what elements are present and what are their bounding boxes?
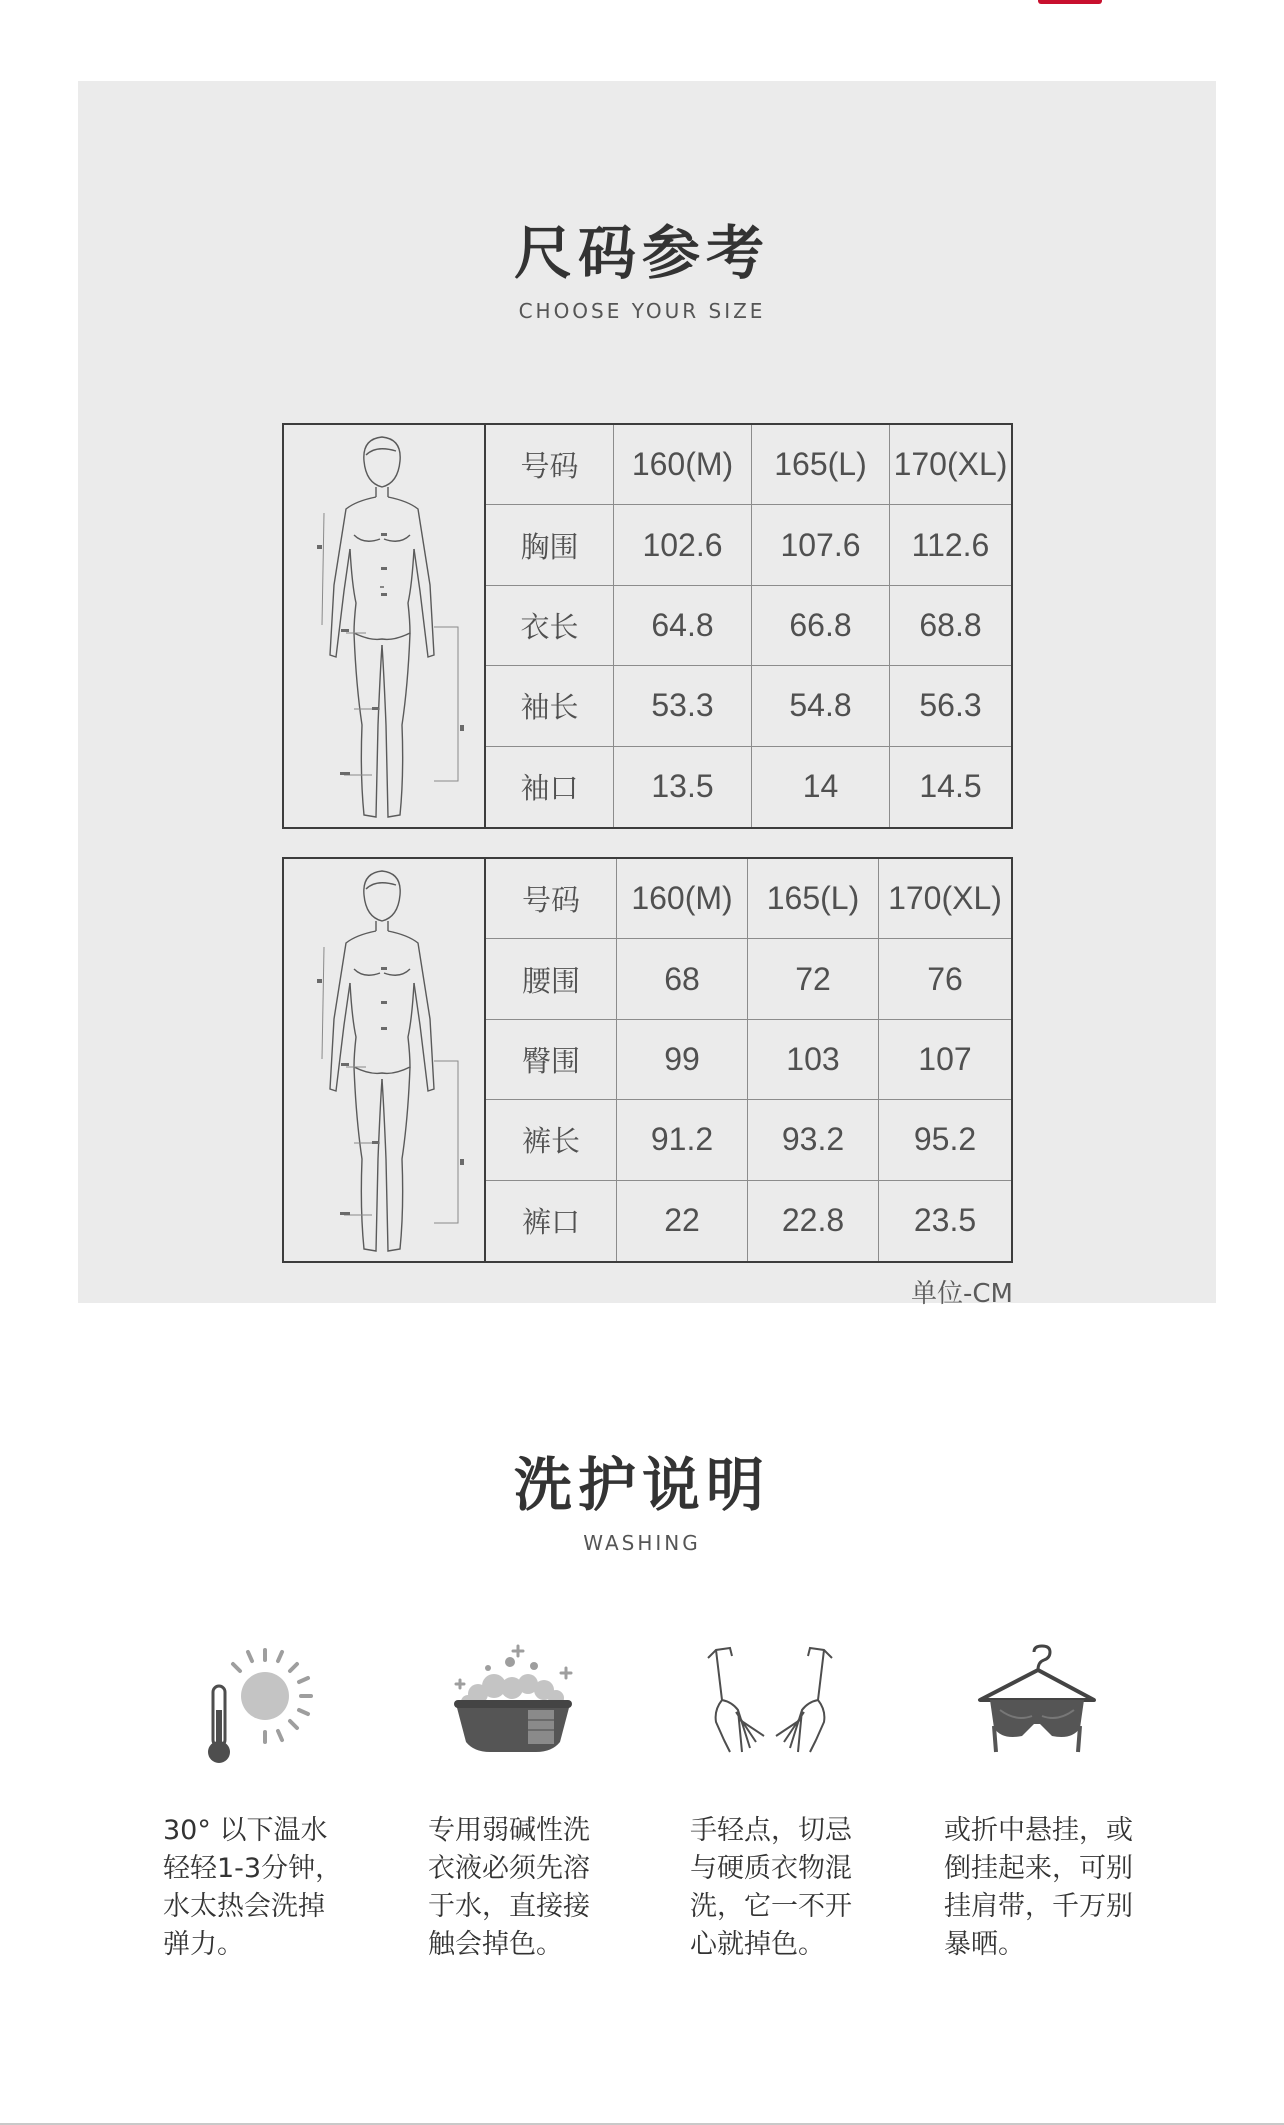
tip-line: 挂肩带，千万别 (944, 1891, 1133, 1922)
table-cell: 68 (617, 939, 748, 1018)
tip-line: 水太热会洗掉 (163, 1891, 325, 1922)
row-label: 臀围 (486, 1020, 617, 1099)
pants-header-row (486, 859, 1011, 939)
washing-section-subtitle: WASHING (583, 1531, 701, 1555)
tip-line: 触会掉色。 (428, 1929, 563, 1960)
pants-figure-cell (284, 859, 486, 1261)
table-cell: 99 (617, 1020, 748, 1099)
pants-body-figure-icon (284, 859, 484, 1261)
table-cell: 66.8 (752, 586, 890, 665)
tip-line: 倒挂起来，可别 (944, 1853, 1133, 1884)
hanger-icon (972, 1640, 1102, 1770)
row-label: 裤口 (486, 1181, 617, 1261)
table-cell: 76 (927, 960, 963, 997)
row-label: 胸围 (486, 505, 614, 584)
table-row (486, 666, 1011, 746)
table-cell: 14.5 (919, 768, 982, 805)
table-cell: 112.6 (911, 526, 990, 563)
washing-tip-gentle (690, 1812, 895, 1964)
tops-body-figure-icon (284, 425, 484, 827)
tip-line: 轻轻1-3分钟， (163, 1853, 343, 1884)
tops-header-label: 号码 (486, 425, 614, 504)
table-cell: 56.3 (919, 687, 982, 724)
wash-basin-icon (448, 1640, 578, 1770)
thermometer-sun-icon (195, 1640, 325, 1770)
pants-header-label: 号码 (486, 859, 617, 938)
tip-line: 弹力。 (163, 1929, 244, 1960)
tops-header-row (486, 425, 1011, 505)
washing-tip-temperature (163, 1812, 368, 1964)
pants-size-table (282, 857, 1013, 1263)
row-label: 袖长 (486, 666, 614, 745)
table-cell: 23.5 (913, 1202, 977, 1239)
pants-header-cell: 165(L) (748, 859, 879, 938)
table-row (486, 505, 1011, 585)
table-row (486, 1181, 1011, 1261)
table-row (486, 939, 1011, 1019)
table-cell: 95.2 (913, 1121, 977, 1158)
tip-line: 心就掉色。 (690, 1929, 825, 1960)
table-cell: 72 (748, 939, 879, 1018)
tip-line: 或折中悬挂，或 (944, 1815, 1133, 1846)
table-cell: 54.8 (752, 666, 890, 745)
tip-line: 于水，直接接 (428, 1891, 590, 1922)
size-section-title: 尺码参考 (513, 219, 770, 287)
unit-note: 单位-CM (911, 1279, 1013, 1309)
tip-line: 手轻点，切忌 (690, 1815, 852, 1846)
tip-line: 衣液必须先溶 (428, 1853, 590, 1884)
row-label: 袖口 (486, 747, 614, 827)
table-cell: 13.5 (614, 747, 752, 827)
tops-header-cell: 165(L) (752, 425, 890, 504)
tops-figure-cell (284, 425, 486, 827)
table-row (486, 1100, 1011, 1180)
hands-icon (700, 1640, 840, 1770)
washing-tip-detergent (428, 1812, 633, 1964)
washing-tip-hanging (944, 1812, 1174, 1964)
table-cell: 93.2 (748, 1100, 879, 1179)
table-row (486, 586, 1011, 666)
table-cell: 68.8 (919, 606, 982, 643)
table-cell: 22.8 (748, 1181, 879, 1261)
table-cell: 103 (748, 1020, 879, 1099)
row-label: 腰围 (486, 939, 617, 1018)
table-cell: 14 (752, 747, 890, 827)
table-cell: 53.3 (614, 666, 752, 745)
tip-line: 与硬质衣物混 (690, 1853, 852, 1884)
pants-header-cell: 160(M) (617, 859, 748, 938)
table-cell: 107.6 (752, 505, 890, 584)
tip-line: 洗，它一不开 (690, 1891, 852, 1922)
row-label: 衣长 (486, 586, 614, 665)
table-row (486, 747, 1011, 827)
top-accent-tab (1038, 0, 1102, 4)
row-label: 裤长 (486, 1100, 617, 1179)
tip-line: 暴晒。 (944, 1929, 1025, 1960)
table-cell: 22 (617, 1181, 748, 1261)
table-cell: 102.6 (614, 505, 752, 584)
table-row (486, 1020, 1011, 1100)
tip-line: 专用弱碱性洗 (428, 1815, 590, 1846)
size-section-subtitle: CHOOSE YOUR SIZE (518, 299, 766, 323)
table-cell: 91.2 (617, 1100, 748, 1179)
pants-header-cell: 170(XL) (888, 880, 1002, 917)
tops-header-cell: 160(M) (614, 425, 752, 504)
washing-section-title: 洗护说明 (513, 1451, 770, 1519)
tops-header-cell: 170(XL) (893, 446, 1008, 483)
table-cell: 107 (918, 1040, 972, 1077)
tip-line: 30° 以下温水 (163, 1815, 328, 1846)
tops-size-table (282, 423, 1013, 829)
table-cell: 64.8 (614, 586, 752, 665)
